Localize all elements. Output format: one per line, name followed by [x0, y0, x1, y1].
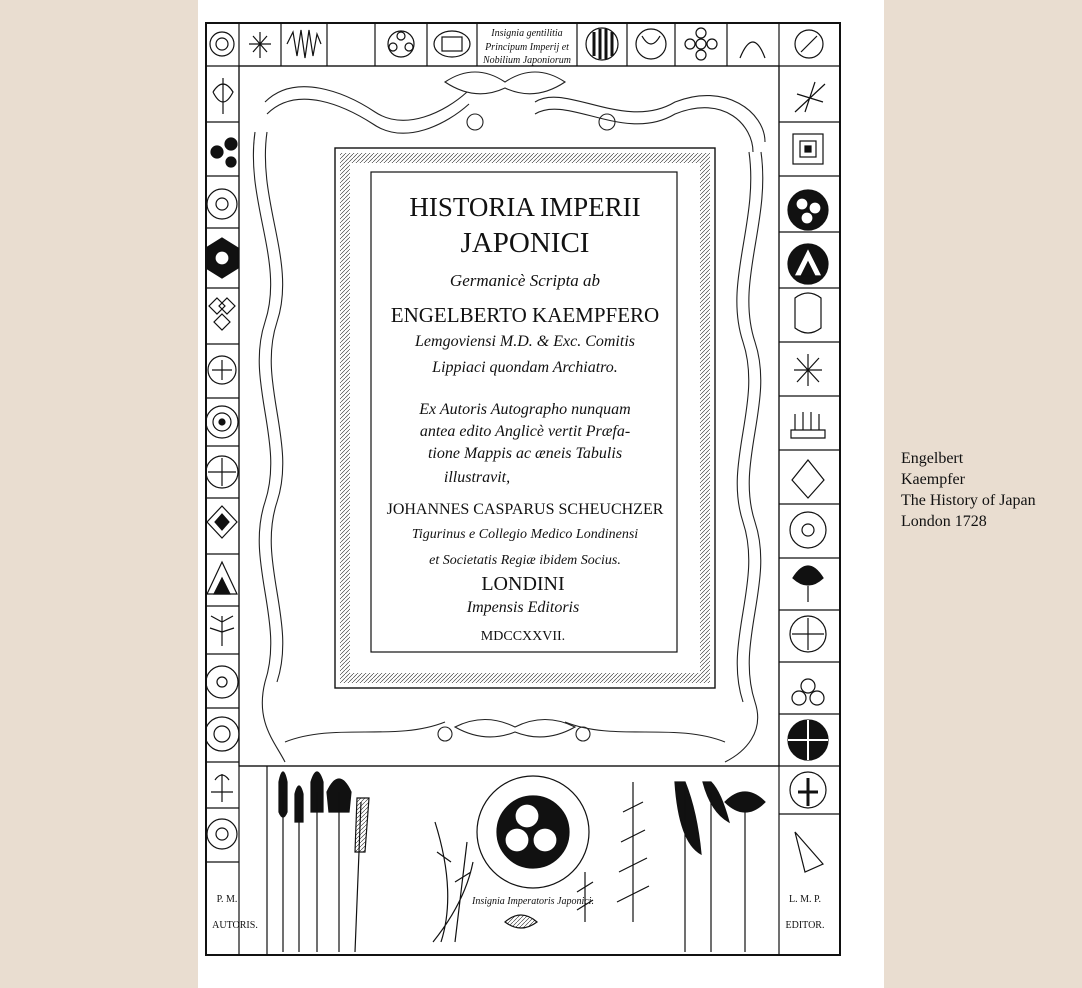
translation-line-1: Ex Autoris Autographo nunquam [419, 401, 631, 418]
seal-text: Insignia Imperatoris Japonici. [472, 896, 594, 907]
author-desc-1: Lemgoviensi M.D. & Exc. Comitis [415, 333, 635, 350]
author-name: ENGELBERTO KAEMPFERO [390, 303, 660, 327]
caption-line-2: Kaempfer [901, 471, 965, 488]
translation-line-4: illustravit, [443, 469, 511, 486]
right-role: EDITOR. [785, 920, 825, 931]
translator-name: JOHANNES CASPARUS SCHEUCHZER [386, 501, 664, 518]
caption-line-1: Engelbert [901, 450, 964, 467]
title-line-1: HISTORIA IMPERII [409, 192, 641, 222]
image-caption [901, 448, 1071, 532]
left-crest-column [205, 78, 239, 862]
top-label-line-3: Nobilium Japoniorum [482, 55, 572, 66]
left-initials: P. M. [216, 894, 238, 905]
top-label-line-1: Insignia gentilitia [491, 28, 563, 39]
translation-line-3: tione Mappis ac æneis Tabulis [427, 445, 623, 462]
right-initials: L. M. P. [789, 894, 821, 905]
city-londini: LONDINI [481, 573, 565, 595]
caption-line-4: London 1728 [901, 513, 987, 530]
germanice-line: Germanicè Scripta ab [449, 271, 601, 290]
translator-desc-1: Tigurinus e Collegio Medico Londinensi [411, 527, 639, 542]
bottom-scene [279, 772, 765, 952]
impensis-line: Impensis Editoris [466, 599, 580, 616]
translation-line-2: antea edito Anglicè vertit Præfa- [419, 423, 631, 440]
title-page-engraving [205, 22, 841, 956]
top-label-line-2: Principum Imperij et [485, 42, 569, 53]
publication-year: MDCCXXVII. [480, 629, 566, 644]
left-role: AUTORIS. [212, 920, 258, 931]
author-desc-2: Lippiaci quondam Archiatro. [432, 359, 618, 376]
caption-line-3: The History of Japan [901, 492, 1036, 509]
title-line-2: JAPONICI [460, 227, 590, 259]
translator-desc-2: et Societatis Regiæ ibidem Socius. [429, 553, 621, 568]
right-crest-column [779, 82, 840, 872]
